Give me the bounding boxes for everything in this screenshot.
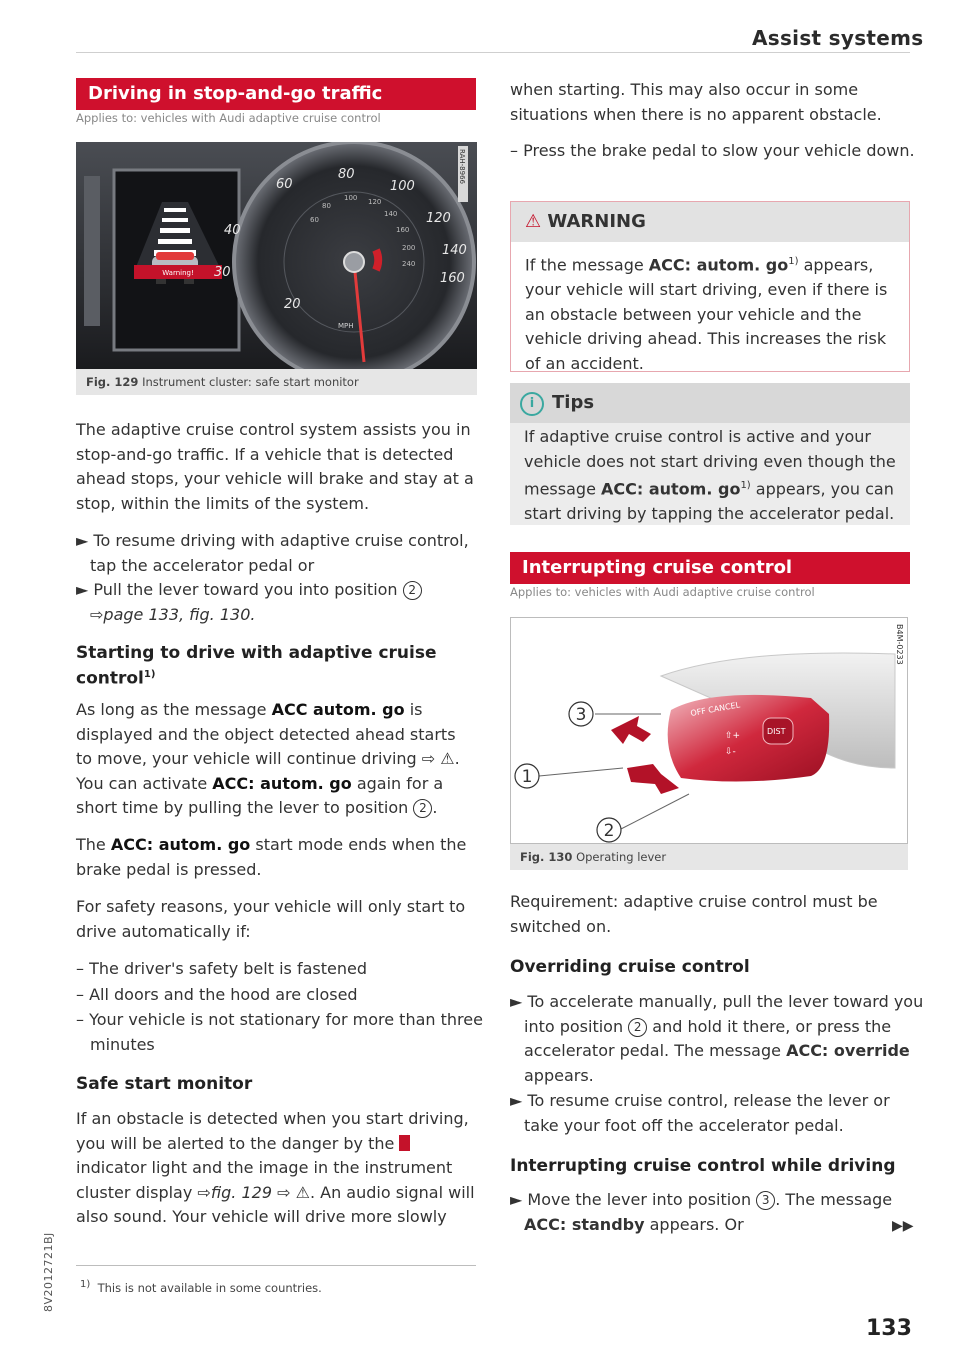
gauge-unit: MPH: [338, 322, 354, 330]
display-warning-text: Warning!: [162, 269, 194, 277]
footnote-ref: 1): [143, 669, 156, 680]
warning-ref-link[interactable]: ⇨ ⚠: [421, 749, 455, 769]
lever-off-cancel-label: OFF CANCEL: [689, 700, 741, 718]
section-title: Assist systems: [752, 26, 924, 50]
condition-doors-text: All doors and the hood are closed: [89, 985, 358, 1004]
tips-text-c: appears, you can start driving by tapping the accelerator pedal.: [524, 479, 895, 524]
b3-text-d: appears. Or: [649, 1214, 744, 1234]
svg-text:⇩-: ⇩-: [725, 747, 736, 757]
inner-label-80: 80: [322, 202, 331, 210]
tips-title: Tips: [552, 392, 595, 413]
arrow-up-icon: [611, 716, 651, 744]
p5-text-a: If an obstacle is detected when you start driving, you will be alerted to the danger by the: [76, 1109, 469, 1153]
heading-starting-to-drive: [76, 642, 476, 690]
warning-title: WARNING: [547, 211, 646, 232]
warning-text-a: If the message: [525, 255, 644, 275]
continued-paragraph: when starting. This may also occur in some situations when there is no apparent obstacle.: [510, 80, 882, 124]
svg-text:⇧+: ⇧+: [725, 731, 741, 741]
figure-129-caption-text: Instrument cluster: safe start monitor: [142, 375, 359, 389]
indicator-light-icon: [399, 1135, 410, 1151]
b2-text: To resume cruise control, release the lever or take your foot off the accelerator pedal.: [524, 1091, 890, 1135]
position-2-callout: 2: [628, 1018, 647, 1037]
warning-header: [511, 202, 909, 242]
heading-safe-start-monitor: Safe start monitor: [76, 1074, 253, 1094]
p3-bold: ACC: autom. go: [110, 835, 251, 854]
bullet-move-lever: [510, 1188, 904, 1237]
bullet-pull-lever: [76, 578, 490, 627]
bullet-marker: ►: [510, 1190, 528, 1209]
bullet-marker: ►: [76, 531, 94, 550]
condition-belt: – The driver's safety belt is fastened: [76, 959, 367, 978]
paragraph-safe-start: [76, 1107, 476, 1230]
condition-belt-text: The driver's safety belt is fastened: [89, 959, 367, 978]
p2-text-f: again for a short time by pulling the lever to position: [76, 773, 444, 818]
bullet-resume-cruise: [510, 1089, 924, 1138]
warning-text-c: appears, your vehicle will start driving, even if there is an obstacle between your vehicle and the vehicle driving ahead. This increases the risk of an accident.: [525, 255, 888, 373]
p3-text-a: The: [76, 835, 106, 854]
inner-label-140: 140: [384, 210, 398, 218]
p2-text-d: . You can activate: [76, 749, 460, 793]
footnote-text: This is not available in some countries.: [97, 1280, 322, 1295]
bullet-resume-text: To resume driving with adaptive cruise control, tap the accelerator pedal or: [90, 531, 469, 575]
tips-text: [510, 423, 910, 533]
gauge-label-140: 140: [442, 243, 467, 258]
header-divider: [76, 52, 910, 53]
position-2-callout: 2: [403, 581, 422, 600]
requirement-paragraph: Requirement: adaptive cruise control must be switched on.: [510, 892, 878, 936]
callout-1: 1: [521, 767, 533, 787]
operating-lever-illustration: [511, 618, 907, 843]
tips-bold: ACC: autom. go: [601, 479, 741, 499]
warning-triangle-icon: ⚠: [525, 211, 542, 232]
arrow-down-icon: [627, 764, 679, 794]
bullet-marker: ►: [510, 992, 528, 1011]
heading-interrupting-while-driving: Interrupting cruise control while driving: [510, 1156, 896, 1176]
figure-130: [510, 617, 908, 844]
brake-pedal-dash: – Press the brake pedal to slow your vehicle down.: [510, 141, 915, 160]
gauge-label-100: 100: [390, 179, 415, 194]
p2-text-c: is displayed and the object detected ahead starts to move, your vehicle will continue driving: [76, 700, 456, 769]
gauge-label-40: 40: [224, 223, 241, 238]
section-banner-stop-and-go: Driving in stop-and-go traffic: [76, 78, 476, 110]
warning-triangle-icon: ⚠: [295, 1182, 310, 1202]
figure-130-code: B4M-0233: [895, 624, 904, 665]
gauge-label-120: 120: [426, 211, 451, 226]
p3-text-c: start mode ends when the brake pedal is pressed.: [76, 835, 467, 879]
applies-to-note: Applies to: vehicles with Audi adaptive cruise control: [510, 585, 815, 599]
gauge-label-160: 160: [440, 271, 465, 286]
applies-to-note: Applies to: vehicles with Audi adaptive cruise control: [76, 111, 381, 125]
b1-text-d: appears.: [524, 1065, 594, 1085]
footnote-ref: 1): [740, 480, 751, 492]
inner-label-200: 200: [402, 244, 416, 252]
inner-label-240: 240: [402, 260, 416, 268]
warning-box: [510, 201, 910, 372]
p2-bold-a: ACC autom. go: [271, 700, 405, 719]
p2-text-a: As long as the message: [76, 700, 267, 719]
b3-text-b: . The message: [775, 1190, 893, 1209]
page-reference-text: page 133, fig. 130.: [103, 604, 256, 624]
continue-arrow-icon: ▶▶: [892, 1218, 914, 1234]
figure-reference-link[interactable]: ⇨fig. 129: [197, 1182, 273, 1202]
callout-2: 2: [603, 821, 615, 841]
gauge-label-60: 60: [276, 177, 293, 192]
b1-text-b: and hold it there, or press the accelerator pedal. The message: [524, 1016, 892, 1061]
condition-doors: – All doors and the hood are closed: [76, 985, 358, 1004]
b1-text-a: To accelerate manually, pull the lever toward you into position: [524, 992, 924, 1036]
warning-bold: ACC: autom. go: [648, 255, 789, 275]
gauge-label-20: 20: [284, 297, 301, 312]
condition-stationary: – Your vehicle is not stationary for more than three minutes: [76, 1010, 483, 1054]
lever-dist-label: DIST: [767, 727, 786, 736]
footnote-ref: 1): [788, 256, 799, 267]
warning-ref-link[interactable]: ⇨ ⚠: [277, 1182, 310, 1202]
inner-label-160: 160: [396, 226, 410, 234]
position-3-callout: 3: [756, 1191, 775, 1210]
p2-bold-b: ACC: autom. go: [212, 773, 352, 793]
instrument-cluster-illustration: [76, 142, 477, 369]
page-number: 133: [866, 1316, 912, 1341]
bullet-marker: ►: [510, 1091, 528, 1110]
info-icon: i: [520, 392, 544, 416]
b3-bold: ACC: standby: [524, 1214, 645, 1234]
paragraph-safety-reasons: For safety reasons, your vehicle will only start to drive automatically if:: [76, 897, 466, 941]
warning-triangle-icon: ⚠: [440, 749, 455, 769]
figure-129-caption: [76, 369, 477, 395]
inner-label-120: 120: [368, 198, 382, 206]
paragraph-start-mode-ends: [76, 833, 476, 882]
callout-3: 3: [575, 705, 587, 725]
heading-overriding: Overriding cruise control: [510, 957, 750, 977]
inner-label-100: 100: [344, 194, 358, 202]
b3-text-a: Move the lever into position: [527, 1190, 752, 1209]
figure-129-code: RAH-8966: [458, 149, 466, 184]
footnote-divider: [76, 1265, 476, 1266]
warning-text: [511, 242, 909, 382]
condition-stationary-text: Your vehicle is not stationary for more than three minutes: [89, 1010, 483, 1054]
tips-text-a: If adaptive cruise control is active and your vehicle does not start driving even though the message: [524, 427, 896, 499]
document-side-code: 8V2012721BJ: [42, 1232, 55, 1312]
bullet-pull-text: Pull the lever toward you into position: [93, 580, 398, 599]
position-2-callout: 2: [413, 799, 432, 818]
bullet-marker: ►: [76, 580, 94, 599]
brake-pedal-text: Press the brake pedal to slow your vehicle down.: [523, 141, 915, 160]
gauge-label-80: 80: [338, 167, 355, 182]
tips-header: [510, 383, 910, 423]
bullet-resume-driving: [76, 529, 490, 578]
p5-text-c: . An audio signal will also sound. Your vehicle will drive more slowly: [76, 1182, 475, 1227]
heading-starting-text: Starting to drive with adaptive cruise control: [76, 643, 437, 689]
section-banner-interrupting: Interrupting cruise control: [510, 552, 910, 584]
b1-bold: ACC: override: [786, 1041, 910, 1061]
inner-label-60: 60: [310, 216, 319, 224]
intro-paragraph: The adaptive cruise control system assists you in stop-and-go traffic. If a vehicle that is detected ahead stops, your vehicle will brake and stay at a stop, within the limits of the system.: [76, 420, 474, 513]
figure-129: [76, 142, 477, 369]
paragraph-acc-autom-go: As long as the message ACC autom. go is displayed and the object detected ahead starts to move, your vehicle will continue driving ⇨ ⚠. You can activate ACC: autom. go again for a short time by pulling the lever to position 2 .: [76, 700, 460, 818]
tips-box: [510, 383, 910, 525]
footnote-mark: 1): [80, 1279, 91, 1290]
p5-text-b: indicator light and the image in the instrument cluster display: [76, 1158, 453, 1202]
figure-reference-text: fig. 129: [210, 1182, 273, 1202]
gauge-label-30: 30: [214, 265, 231, 280]
figure-130-caption-text: Operating lever: [576, 850, 667, 864]
figure-130-caption: [510, 844, 908, 870]
figure-129-label: Fig. 129: [86, 375, 139, 389]
footnote: [80, 1279, 322, 1295]
figure-130-label: Fig. 130: [520, 850, 573, 864]
bullet-accelerate-manually: [510, 990, 924, 1088]
page-reference-link[interactable]: ⇨page 133, fig. 130.: [90, 604, 256, 624]
